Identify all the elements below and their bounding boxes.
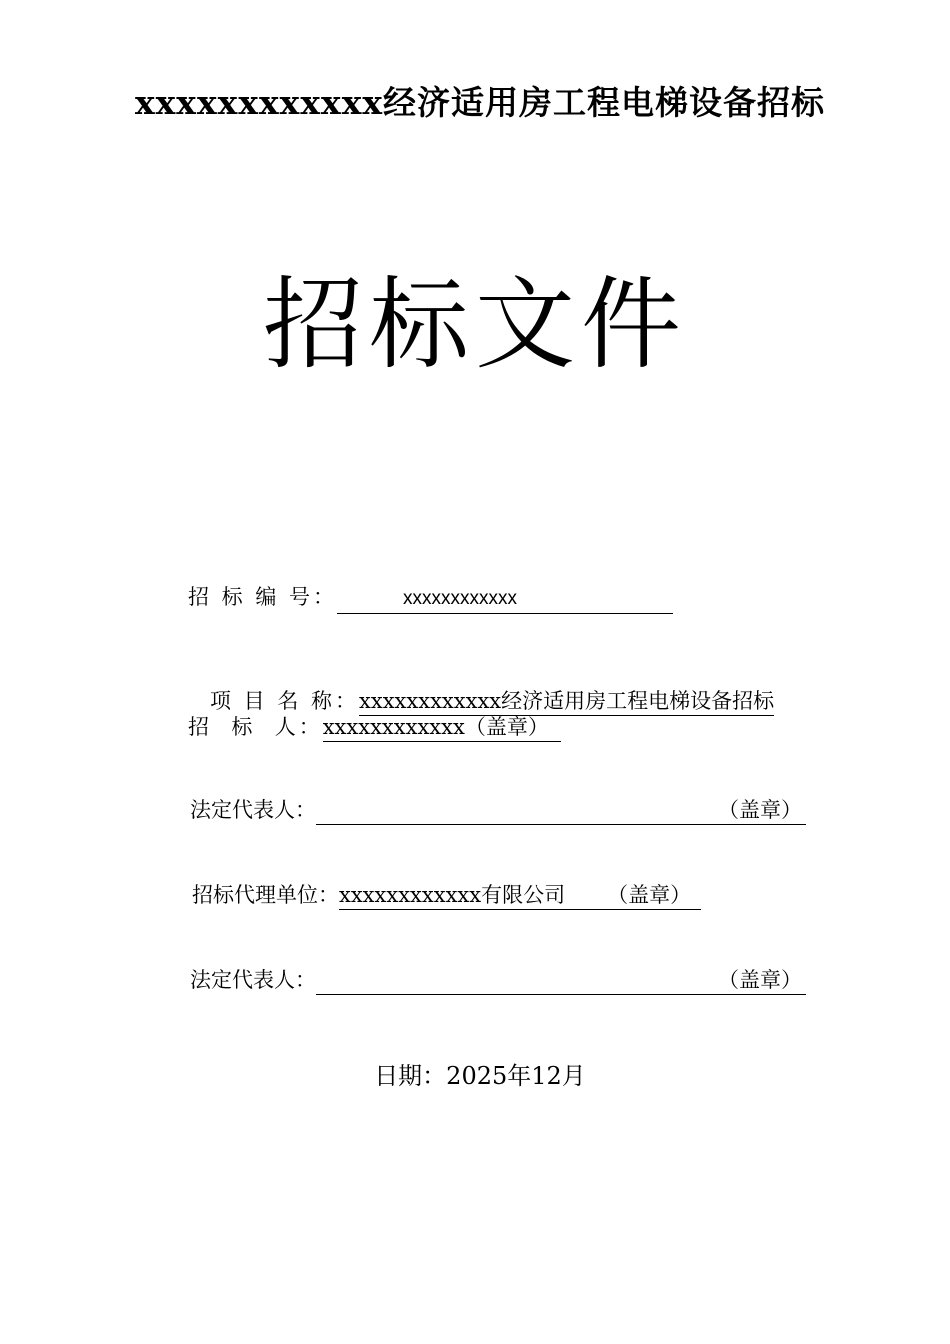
agency-label: 招标代理单位：: [192, 883, 339, 907]
date: 日期：2025年12月: [374, 1062, 586, 1090]
tenderer-label: 招 标 人：: [188, 715, 323, 739]
agency-value-line: [339, 881, 701, 910]
project-name-label: 项 目 名 称：: [210, 689, 360, 713]
agency-seal: （盖章）: [607, 883, 692, 907]
legal-rep-2-label: 法定代表人：: [190, 968, 316, 992]
main-title: 招标文件: [263, 266, 687, 383]
legal-rep-1-row: [190, 796, 806, 825]
tender-number-label: 招 标 编 号：: [188, 585, 338, 609]
legal-rep-2-row: [190, 966, 806, 995]
tender-number-row: [188, 583, 673, 614]
project-name-value: xxxxxxxxxxxx经济适用房工程电梯设备招标: [359, 687, 774, 716]
document-title: xxxxxxxxxxxx经济适用房工程电梯设备招标: [134, 83, 826, 122]
agency-row: [192, 881, 701, 910]
tenderer-row: [188, 713, 561, 742]
legal-rep-1-value: （盖章）: [316, 796, 806, 825]
tenderer-value: xxxxxxxxxxxx（盖章）: [323, 713, 561, 742]
tender-number-value: xxxxxxxxxxxx: [337, 585, 673, 614]
agency-value: xxxxxxxxxxxx有限公司: [339, 883, 566, 907]
legal-rep-1-label: 法定代表人：: [190, 798, 316, 822]
project-name-row: [210, 687, 774, 716]
legal-rep-2-value: （盖章）: [316, 966, 806, 995]
